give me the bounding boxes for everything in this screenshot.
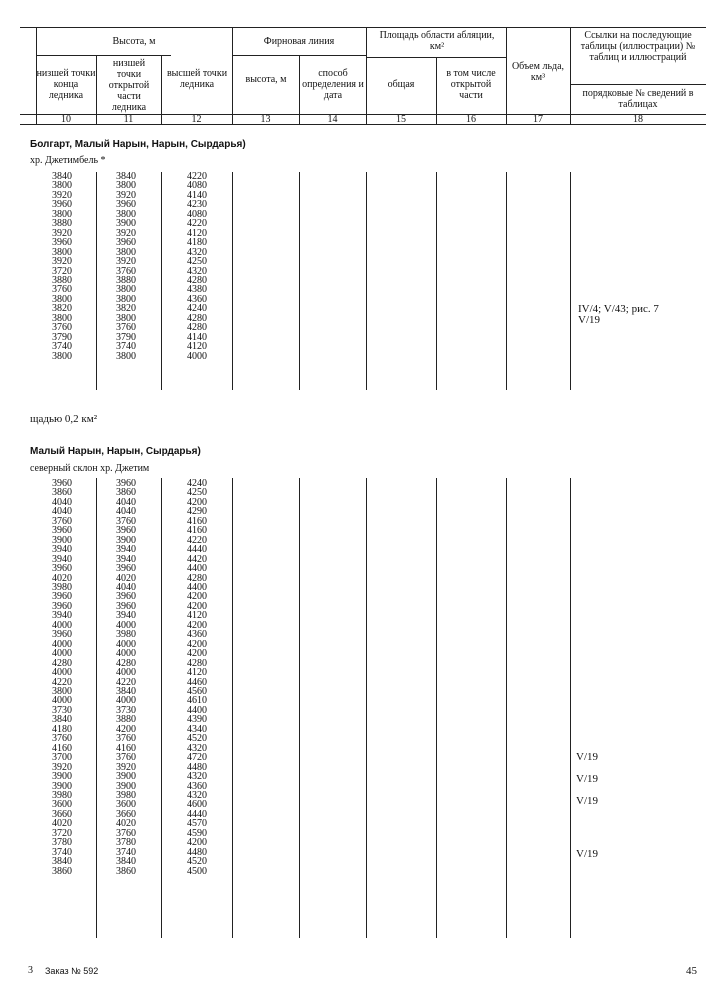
s1-col11-values: 3840 3800 3920 3960 3800 3900 3920 3960 3800 3920 3760 3880 3800 3800 3820 3800 3760 3790 3740 3800: [116, 171, 136, 362]
section1-title: Болгарт, Малый Нарын, Нарын, Сырдарья): [30, 139, 246, 150]
body-divider: [506, 478, 507, 938]
refs-group-heading: Ссылки на последующие таблицы (иллюстрации) № таблиц и иллюстраций: [580, 30, 696, 63]
body-divider: [161, 478, 162, 938]
col18-heading: порядковые № сведений в таблицах: [582, 88, 694, 110]
col17-heading: Объем льда, км³: [511, 61, 565, 83]
col14-heading: способ определения и дата: [302, 68, 364, 101]
firn-group-heading: Фирновая линия: [263, 36, 335, 47]
body-divider: [232, 478, 233, 938]
s2-col11-values: 3960 3860 4040 4040 3760 3960 3900 3940 3940 3960 4020 4040 3960 3960 3940 4000 3980 4000 4000 4280 4000 4220 3840 4000 3730 3880 4200 3760 4160 3760 3920 3900 3900 3980 3600 3660 4020 3760 3780 3740 3840 3860: [116, 478, 136, 877]
height-group-heading: Высота, м: [112, 36, 156, 47]
s1-ref-line2: V/19: [578, 314, 600, 326]
footer-left-number: 3: [28, 965, 33, 976]
col-number: 10: [61, 114, 71, 125]
col-number: 13: [260, 114, 271, 125]
col-number: 11: [123, 114, 134, 125]
col15-heading: общая: [387, 79, 415, 90]
table-top-rule: [20, 27, 706, 28]
col11-heading: низшей точки открытой части ледника: [108, 58, 150, 113]
body-divider: [96, 478, 97, 938]
body-divider: [436, 172, 437, 390]
section1-note: щадью 0,2 км²: [30, 413, 98, 425]
body-divider: [161, 172, 162, 390]
s1-col10-values: 3840 3800 3920 3960 3800 3880 3920 3960 3800 3920 3720 3880 3760 3800 3820 3800 3760 3790 3740 3800: [52, 171, 72, 362]
col-number: 14: [327, 114, 338, 125]
body-divider: [366, 478, 367, 938]
s1-col12-values: 4220 4080 4140 4230 4080 4220 4120 4180 4320 4250 4320 4280 4380 4360 4240 4280 4280 4140 4120 4000: [187, 171, 207, 362]
body-divider: [436, 478, 437, 938]
col-number: 15: [396, 114, 406, 125]
body-divider: [96, 172, 97, 390]
s2-ref: V/19: [576, 751, 598, 763]
body-divider: [299, 478, 300, 938]
col-number: 17: [533, 114, 543, 125]
col12-heading: высшей точки ледника: [166, 68, 228, 90]
body-divider: [570, 478, 571, 938]
area-group-heading: Площадь области абляции, км²: [379, 30, 495, 52]
body-divider: [299, 172, 300, 390]
col10-heading: низшей точки конца ледника: [36, 68, 96, 101]
col-number: 18: [633, 114, 643, 125]
height-group-rule: [36, 55, 171, 56]
s1-ref-line1: IV/4; V/43; рис. 7: [578, 303, 659, 315]
body-divider: [366, 172, 367, 390]
s2-col10-values: 3960 3860 4040 4040 3760 3960 3900 3940 3940 3960 4020 3980 3960 3960 3940 4000 3960 4000 4000 4280 4000 4220 3800 4000 3730 3840 4180 3760 4160 3700 3920 3900 3900 3980 3600 3660 4020 3720 3780 3740 3840 3860: [52, 478, 72, 877]
col-number: 16: [466, 114, 476, 125]
section2-subtitle: северный склон хр. Джетим: [30, 463, 150, 474]
col-divider: [366, 27, 367, 124]
col13-heading: высота, м: [245, 74, 287, 85]
page-number: 45: [686, 965, 697, 977]
s2-ref: V/19: [576, 848, 598, 860]
section1-subtitle: хр. Джетимбель *: [30, 155, 106, 166]
body-divider: [506, 172, 507, 390]
refs-group-rule: [570, 84, 706, 85]
footer-order: Заказ № 592: [45, 966, 99, 976]
s2-ref: V/19: [576, 795, 598, 807]
s2-ref: V/19: [576, 773, 598, 785]
col-divider: [506, 27, 507, 124]
body-divider: [570, 172, 571, 390]
col16-heading: в том числе открытой части: [446, 68, 496, 101]
col-number: 12: [191, 114, 202, 125]
s2-col12-values: 4240 4250 4200 4290 4160 4160 4220 4440 4420 4400 4280 4400 4200 4200 4120 4200 4360 4200 4200 4280 4120 4460 4560 4610 4400 4390 4340 4520 4320 4720 4480 4320 4360 4320 4600 4440 4570 4590 4200 4480 4520 4500: [187, 478, 207, 877]
section2-title: Малый Нарын, Нарын, Сырдарья): [30, 446, 201, 457]
body-divider: [232, 172, 233, 390]
